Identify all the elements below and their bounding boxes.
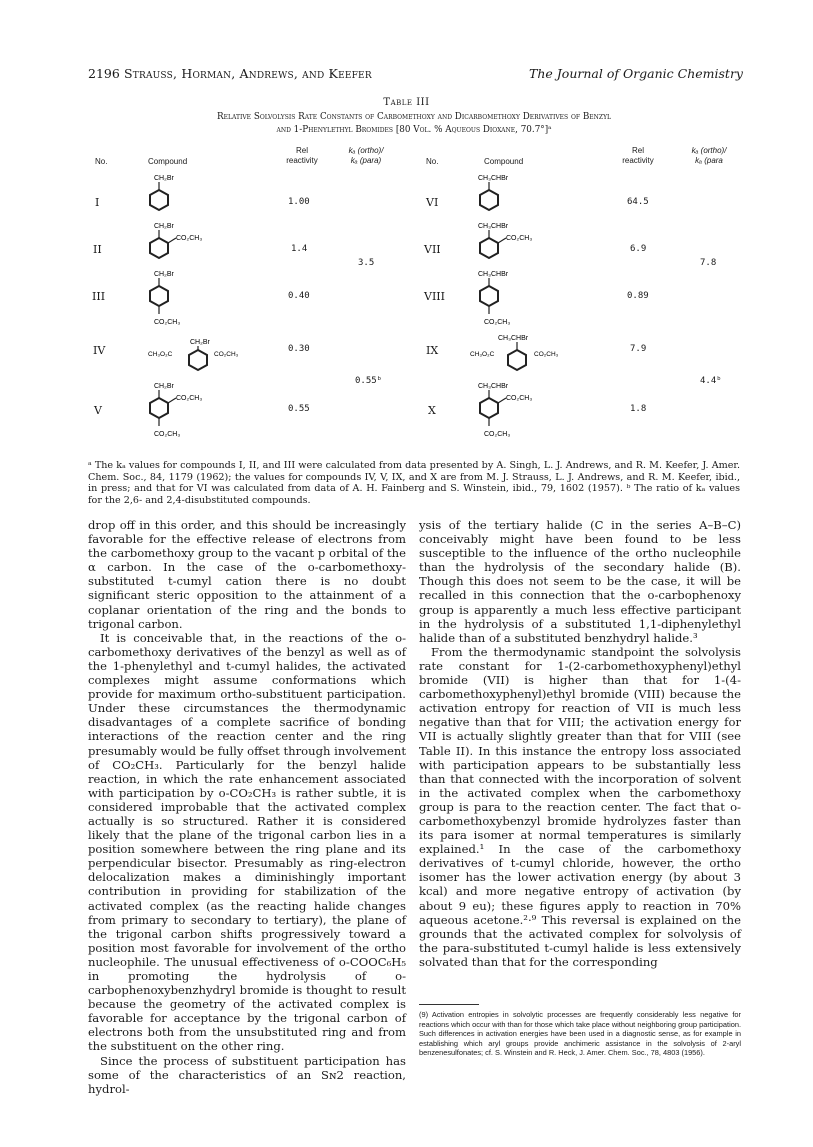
running-authors: Strauss, Horman, Andrews, and Keefer [124,66,372,81]
benzene-ring-structure [140,218,230,268]
benzene-ring-structure [470,170,540,220]
col-header-no: No. [95,157,108,166]
substituent-label: CH₃CHBr [478,383,509,390]
ratio-ortho-para: 0.55ᵇ [355,376,383,386]
col-header-rel [272,146,332,166]
table-caption-line1: Relative Solvolysis Rate Constants of Carbomethoxy and Dicarbomethoxy Derivatives of Benzyl [216,112,612,122]
benzene-ring-structure [140,378,230,444]
row-no: III [92,290,106,303]
running-header [88,66,743,82]
paragraph: From the thermodynamic standpoint the solvolysis rate constant for 1-(2-carbomethoxyphenyl)ethyl bromide (VII) is higher than that for 1-(4-carbomethoxyphenyl)ethyl bromide (VIII) because the activation entropy for reaction of VII is much less negative than that for VIII; the activation energy for VII is actually slightly greater than that for VIII (see Table II). In this instance the entropy loss associated with participation appears to be substantially less than that connected with the incorporation of solvent in the activated complex when the carbomethoxy group is para to the reaction center. The fact that o-carbomethoxybenzyl bromide hydrolyzes faster than its para isomer at normal temperatures is similarly explained.¹ In the case of the carbomethoxy derivatives of t-cumyl chloride, however, the ortho isomer has the lower activation energy (by about 3 kcal) and more negative entropy of activation (by about 9 eu); these figures apply to reaction in 70% aqueous acetone.²·⁹ This reversal is explained on the grounds that the activated complex for solvolysis of the para-substituted t-cumyl halide is less extensively solvated than that for the corresponding [419,644,741,969]
rel-reactivity: 64.5 [627,197,649,207]
substituent-label: CO₂CH₃ [154,431,181,438]
substituent-label: CH₂Br [190,339,210,346]
substituent-label: CH₃CHBr [498,335,529,342]
benzene-ring-structure [148,336,258,376]
substituent-label: CH₂Br [154,271,174,278]
substituent-label: CO₂CH₃ [214,351,239,358]
benzene-ring-structure [140,266,210,330]
substituent-label: CH₂Br [154,175,174,182]
substituent-label: CO₂CH₃ [484,431,511,438]
rel-reactivity: 0.55 [288,404,310,414]
col-header-ratio-right-line1: kₐ (ortho)/ [691,146,727,155]
col-header-no-right: No. [426,157,439,166]
substituent-label: CO₂CH₃ [176,395,203,402]
rel-reactivity: 1.4 [291,244,308,254]
row-no: VII [424,243,441,256]
right-column-text [419,518,741,969]
left-column-text [88,518,406,1096]
journal-name: The Journal of Organic Chemistry [529,66,743,81]
footnote-9: (9) Activation entropies in solvolytic processes are frequently considerably less negative for reactions which occur with than for those which take place without neighboring group participation. Such differences in activation energies have been used in a diagnostic sense, as for example in establishing which aryl groups provide anchimeric assistance in the solvolysis of 2-aryl benzenesulfonates; cf. S. Winstein and R. Heck, J. Amer. Chem. Soc., 78, 4803 (1956). [419,1010,741,1058]
substituent-label: CH₂Br [154,383,174,390]
col-header-rel-right-line2: reactivity [622,156,654,165]
substituent-label: CO₂CH₃ [506,235,533,242]
substituent-label: CH₂Br [154,223,174,230]
ratio-ortho-para: 4.4ᵇ [700,376,722,386]
substituent-label: CH₃CHBr [478,223,509,230]
rel-reactivity: 0.30 [288,344,310,354]
footnote-rule [419,1004,479,1005]
row-no: I [95,196,100,209]
table-title: Table III [383,97,430,108]
paragraph: Since the process of substituent participation has some of the characteristics of an Sɴ2 reaction, hydrol- [88,1053,406,1096]
benzene-ring-structure [470,332,580,376]
ratio-ortho-para: 3.5 [358,258,375,268]
substituent-label: CO₂CH₃ [154,319,181,326]
row-no: X [428,404,436,417]
col-header-rel-right [608,146,668,166]
rel-reactivity: 1.8 [630,404,647,414]
substituent-label: CO₂CH₃ [506,395,533,402]
substituent-label: CH₃O₂C [148,351,173,358]
substituent-label: CH₃CHBr [478,175,509,182]
benzene-ring-structure [470,378,560,444]
substituent-label: CO₂CH₃ [534,351,559,358]
benzene-ring-structure [140,170,200,220]
page-number: 2196 [88,66,120,81]
row-no: IV [93,344,106,357]
col-header-rel-right-line1: Rel [631,146,644,155]
col-header-rel-line1: Rel [295,146,308,155]
col-header-compound-right: Compound [484,157,524,166]
rel-reactivity: 6.9 [630,244,647,254]
substituent-label: CH₃O₂C [470,351,495,358]
table-caption [88,111,740,137]
col-header-rel-line2: reactivity [286,156,318,165]
row-no: V [94,404,102,417]
row-no: IX [426,344,439,357]
rel-reactivity: 1.00 [288,197,310,207]
col-header-compound: Compound [148,157,188,166]
paragraph: ysis of the tertiary halide (C in the series A–B–C) conceivably might have been found to be less susceptible to the influence of the ortho nucleophile than the hydrolysis of the secondary halide (B). Though this does not seem to be the case, it will be recalled in this connection that the o-carbophenoxy group is apparently a much less effective participant in the hydrolysis of a substituted 1,1-diphenylethyl halide than of a substituted benzhydryl halide.³ [419,518,741,645]
rel-reactivity: 0.40 [288,291,310,301]
ratio-ortho-para: 7.8 [700,258,717,268]
table-caption-line2: and 1-Phenylethyl Bromides [80 Vol. % Aqueous Dioxane, 70.7°]ᵃ [276,125,552,135]
paragraph: It is conceivable that, in the reactions of the o-carbomethoxy derivatives of the benzyl as well as of the 1-phenylethyl and t-cumyl halides, the activated complexes might assume conformations which provide for maximum ortho-substituent participation. Under these circumstances the thermodynamic disadvantages of a complete sacrifice of bonding interactions of the reaction center and the ring presumably would be fully offset through involvement of CO₂CH₃. Particularly for the benzyl halide reaction, in which the rate enhancement associated with participation by o-CO₂CH₃ is rather subtle, it is considered improbable that the activated complex actually is so structured. Rather it is considered likely that the plane of the trigonal carbon lies in a position somewhere between the ring plane and its perpendicular bisector. Presumably as ring-electron delocalization makes a diminishingly important contribution in providing for stabilization of the activated complex (as the reacting halide changes from primary to secondary to tertiary), the plane of the trigonal carbon shifts progressively toward a position most favorable for involvement of the ortho nucleophile. The unusual effectiveness of o-COOC₆H₅ in promoting the hydrolysis of o-carbophenoxybenzhydryl bromide is thought to result because the geometry of the activated complex is favorable for acceptance by the trigonal carbon of electrons both from the unsubstituted ring and from the substituent on the other ring. [88,630,406,1054]
substituent-label: CH₃CHBr [478,271,509,278]
rel-reactivity: 7.9 [630,344,647,354]
rel-reactivity: 0.89 [627,291,649,301]
col-header-ratio-line2: kₐ (para) [350,156,382,165]
row-no: VI [426,196,439,209]
benzene-ring-structure [470,218,560,268]
row-no: VIII [424,290,445,303]
substituent-label: CO₂CH₃ [484,319,511,326]
table-footnote: ᵃ The kₐ values for compounds I, II, and III were calculated from data presented by A. Singh, L. J. Andrews, and R. M. Keefer, J. Amer. Chem. Soc., 84, 1179 (1962); the values for compounds IV, V, IX, and X are from M. J. Strauss, L. J. Andrews, and R. M. Keefer, ibid., in press; and that for VI was calculated from data of A. H. Fainberg and S. Winstein, ibid., 79, 1602 (1957). ᵇ The ratio of kₐ values for the 2,6- and 2,4-disubstituted compounds. [88,460,740,506]
row-no: II [93,243,102,256]
substituent-label: CO₂CH₃ [176,235,203,242]
col-header-ratio-line1: kₐ (ortho)/ [348,146,384,155]
benzene-ring-structure [470,266,540,330]
paragraph: drop off in this order, and this should be increasingly favorable for the effective release of electrons from the carbomethoxy group to the vacant p orbital of the α carbon. In the case of the o-carbomethoxy-substituted t-cumyl cation there is no doubt significant steric opposition to the attainment of a coplanar orientation of the ring and the bonds to trigonal carbon. [88,518,406,631]
col-header-ratio-right [678,146,740,166]
col-header-ratio [335,146,397,166]
col-header-ratio-right-line2: kₐ (para [695,156,723,165]
